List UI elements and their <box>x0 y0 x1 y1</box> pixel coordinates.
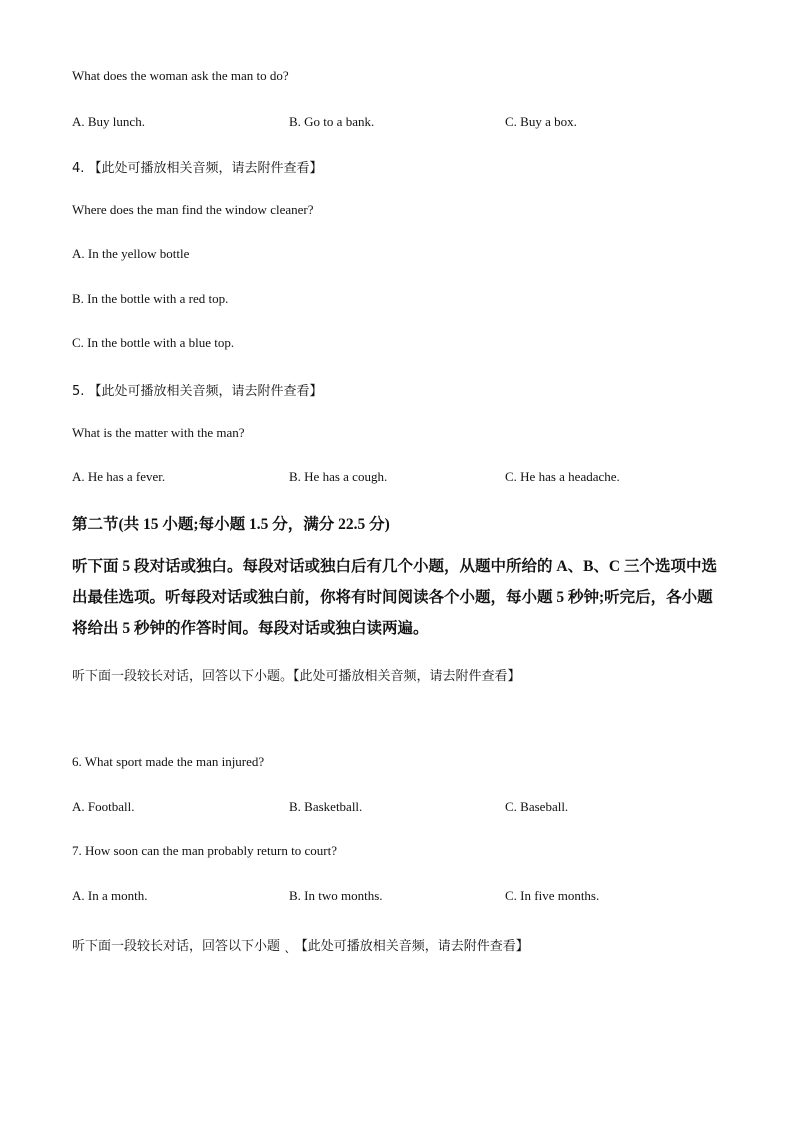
q3-option-c: C. Buy a box. <box>505 114 577 129</box>
q7-option-a: A. In a month. <box>72 888 148 903</box>
q6-option-a: A. Football. <box>72 799 135 814</box>
q5-question: What is the matter with the man? <box>72 425 245 440</box>
q7-option-c: C. In five months. <box>505 888 600 903</box>
q5-option-c: C. He has a headache. <box>505 469 620 484</box>
q3-option-b: B. Go to a bank. <box>289 114 375 129</box>
q6-question: 6. What sport made the man injured? <box>72 754 265 769</box>
q7-option-b: B. In two months. <box>289 888 383 903</box>
dialogue1-intro: 听下面一段较长对话，回答以下小题。【此处可播放相关音频，请去附件查看】 <box>72 669 521 684</box>
q5-option-a: A. He has a fever. <box>72 469 166 484</box>
q3-option-a: A. Buy lunch. <box>72 114 145 129</box>
q4-option-a: A. In the yellow bottle <box>72 246 190 261</box>
q4-question: Where does the man find the window cleaner? <box>72 202 314 217</box>
q6-option-b: B. Basketball. <box>289 799 363 814</box>
q5-header: 5. 【此处可播放相关音频，请去附件查看】 <box>72 384 323 399</box>
q4-option-c: C. In the bottle with a blue top. <box>72 335 235 350</box>
section-title: 第二节(共 15 小题;每小题 1.5 分，满分 22.5 分) <box>72 516 390 533</box>
q7-question: 7. How soon can the man probably return to court? <box>72 843 337 858</box>
q4-header: 4. 【此处可播放相关音频，请去附件查看】 <box>72 161 323 176</box>
q3-question: What does the woman ask the man to do? <box>72 68 289 83</box>
section-instructions: 听下面 5 段对话或独白。每段对话或独白后有几个小题，从题中所给的 A、B、C 三个选项中选出最佳选项。听每段对话或独白前，你将有时间阅读各个小题，每小题 5 秒钟;听完后，各小题将给出 5 秒钟的作答时间。每段对话或独白读两遍。 <box>72 558 717 637</box>
q5-option-b: B. He has a cough. <box>289 469 388 484</box>
dialogue2-intro: 听下面一段较长对话，回答以下小题 ˎ 【此处可播放相关音频，请去附件查看】 <box>72 939 529 954</box>
q4-option-b: B. In the bottle with a red top. <box>72 291 229 306</box>
q6-option-c: C. Baseball. <box>505 799 569 814</box>
